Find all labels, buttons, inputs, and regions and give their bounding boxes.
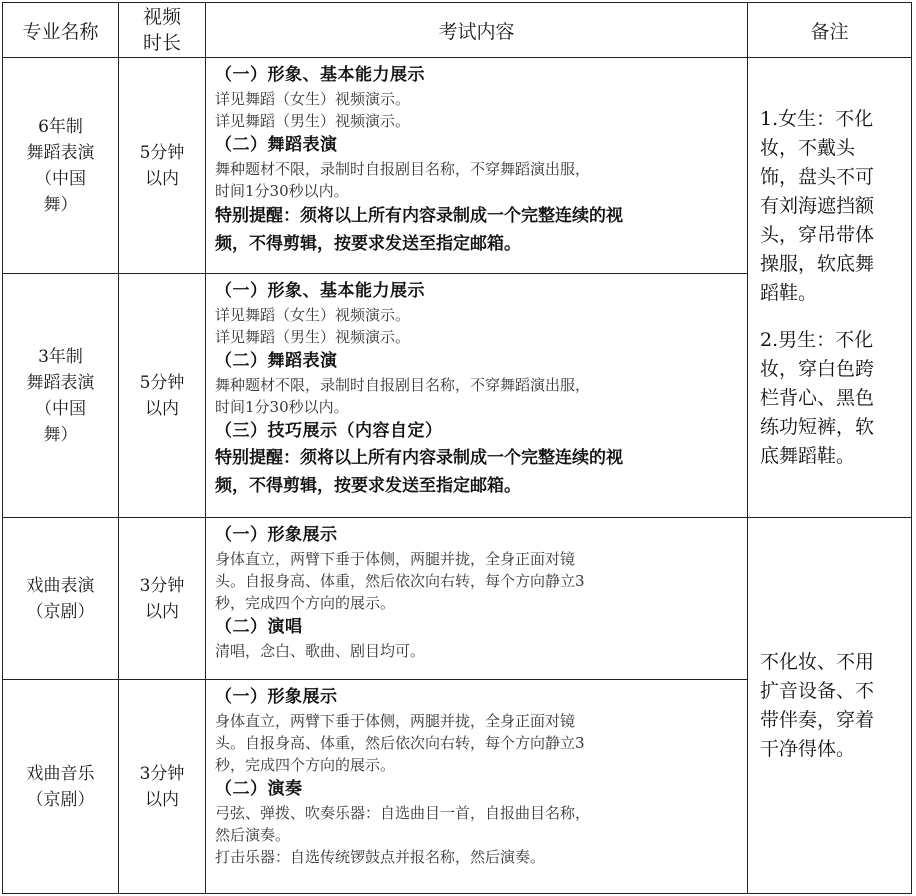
note-line: 扩音设备、不 <box>760 679 875 702</box>
special-reminder: 特别提醒：须将以上所有内容录制成一个完整连续的视 <box>215 206 623 226</box>
notes-cell-dance <box>748 58 912 518</box>
content-line: 详见舞蹈（女生）视频演示。 <box>215 90 411 108</box>
content-line: 详见舞蹈（男生）视频演示。 <box>215 328 411 346</box>
exam-requirements-table <box>2 2 912 894</box>
major-name-cell <box>3 680 119 894</box>
major-name-line: （京剧） <box>26 789 95 810</box>
note-line: 操服，软底舞 <box>760 252 875 275</box>
content-line: 头。自报身高、体重，然后依次向右转，每个方向静立3 <box>215 572 585 590</box>
content-line: 身体直立，两臂下垂于体侧，两腿并拢，全身正面对镜 <box>215 550 576 568</box>
header-major: 专业名称 <box>3 3 119 58</box>
note-line: 头，穿吊带体 <box>760 223 875 246</box>
note-line: 妆，穿白色跨 <box>760 357 875 380</box>
section-heading: （一）形象、基本能力展示 <box>215 65 425 85</box>
table-row-dance-6yr <box>3 58 912 274</box>
content-line: 清唱，念白、歌曲、剧目均可。 <box>215 642 426 660</box>
section-heading: （二）舞蹈表演 <box>215 351 338 371</box>
note-line: 蹈鞋。 <box>760 281 818 304</box>
section-heading: （一）形象展示 <box>215 525 338 545</box>
content-cell <box>206 274 748 518</box>
major-name-cell <box>3 58 119 274</box>
duration-line: 3分钟 <box>139 763 185 784</box>
major-name-line: 舞） <box>43 424 78 445</box>
content-cell <box>206 58 748 274</box>
section-heading: （一）形象展示 <box>215 687 338 707</box>
content-line: 舞种题材不限，录制时自报剧目名称，不穿舞蹈演出服， <box>215 376 591 394</box>
duration-cell <box>119 58 206 274</box>
major-name-line: （中国 <box>35 168 86 189</box>
duration-cell <box>119 680 206 894</box>
content-line: 舞种题材不限，录制时自报剧目名称，不穿舞蹈演出服， <box>215 160 591 178</box>
content-line: 打击乐器：自选传统锣鼓点并报名称，然后演奏。 <box>215 848 546 866</box>
header-notes: 备注 <box>748 3 912 58</box>
section-heading: （三）技巧展示（内容自定） <box>215 421 443 441</box>
header-content: 考试内容 <box>206 3 748 58</box>
content-cell <box>206 680 748 894</box>
major-name-line: （中国 <box>35 398 86 419</box>
duration-line: 以内 <box>145 789 179 810</box>
note-line: 栏背心、黑色 <box>760 386 875 409</box>
note-line: 饰，盘头不可 <box>760 165 875 188</box>
content-cell <box>206 518 748 680</box>
section-heading: （二）演唱 <box>215 617 303 637</box>
section-heading: （一）形象、基本能力展示 <box>215 281 425 301</box>
duration-line: 3分钟 <box>139 575 185 596</box>
major-name-line: 戏曲表演 <box>26 575 95 596</box>
note-line: 带伴奏，穿着 <box>760 708 875 731</box>
content-line: 头。自报身高、体重，然后依次向右转，每个方向静立3 <box>215 734 585 752</box>
note-line: 练功短裤，软 <box>760 415 875 438</box>
note-line: 有刘海遮挡额 <box>760 194 875 217</box>
section-heading: （二）舞蹈表演 <box>215 135 338 155</box>
major-name-line: 舞蹈表演 <box>26 142 95 163</box>
content-line: 弓弦、弹拨、吹奏乐器：自选曲目一首，自报曲目名称， <box>215 804 591 822</box>
note-spacer <box>760 308 901 326</box>
major-name-line: 6年制 <box>38 116 83 137</box>
note-line: 底舞蹈鞋。 <box>760 444 856 467</box>
note-line: 1.女生：不化 <box>760 107 874 130</box>
content-line: 秒，完成四个方向的展示。 <box>215 756 396 774</box>
note-line: 不化妆、不用 <box>760 650 875 673</box>
major-name-line: 戏曲音乐 <box>26 763 95 784</box>
notes-cell-opera <box>748 518 912 894</box>
major-name-cell <box>3 274 119 518</box>
content-line: 详见舞蹈（男生）视频演示。 <box>215 112 411 130</box>
table-row-opera-performance <box>3 518 912 680</box>
duration-cell <box>119 518 206 680</box>
special-reminder: 频，不得剪辑，按要求发送至指定邮箱。 <box>215 234 521 254</box>
note-line: 干净得体。 <box>760 737 856 760</box>
header-duration <box>119 3 206 58</box>
header-row <box>3 3 912 58</box>
major-name-line: 舞蹈表演 <box>26 372 95 393</box>
content-line: 然后演奏。 <box>215 826 291 844</box>
major-name-line: 3年制 <box>38 346 83 367</box>
content-line: 详见舞蹈（女生）视频演示。 <box>215 306 411 324</box>
special-reminder: 频，不得剪辑，按要求发送至指定邮箱。 <box>215 476 521 496</box>
content-line: 时间1分30秒以内。 <box>215 398 349 416</box>
duration-cell <box>119 274 206 518</box>
duration-line: 以内 <box>145 168 179 189</box>
note-line: 妆，不戴头 <box>760 136 856 159</box>
duration-line: 5分钟 <box>139 142 185 163</box>
major-name-cell <box>3 518 119 680</box>
note-line: 2.男生：不化 <box>760 328 874 351</box>
major-name-line: （京剧） <box>26 601 95 622</box>
content-line: 时间1分30秒以内。 <box>215 182 349 200</box>
header-duration-line2: 时长 <box>142 32 181 54</box>
major-name-line: 舞） <box>43 194 78 215</box>
duration-line: 以内 <box>145 398 179 419</box>
header-duration-line1: 视频 <box>142 6 181 28</box>
duration-line: 以内 <box>145 601 179 622</box>
section-heading: （二）演奏 <box>215 779 303 799</box>
duration-line: 5分钟 <box>139 372 185 393</box>
content-line: 身体直立，两臂下垂于体侧，两腿并拢，全身正面对镜 <box>215 712 576 730</box>
special-reminder: 特别提醒：须将以上所有内容录制成一个完整连续的视 <box>215 448 623 468</box>
content-line: 秒，完成四个方向的展示。 <box>215 594 396 612</box>
